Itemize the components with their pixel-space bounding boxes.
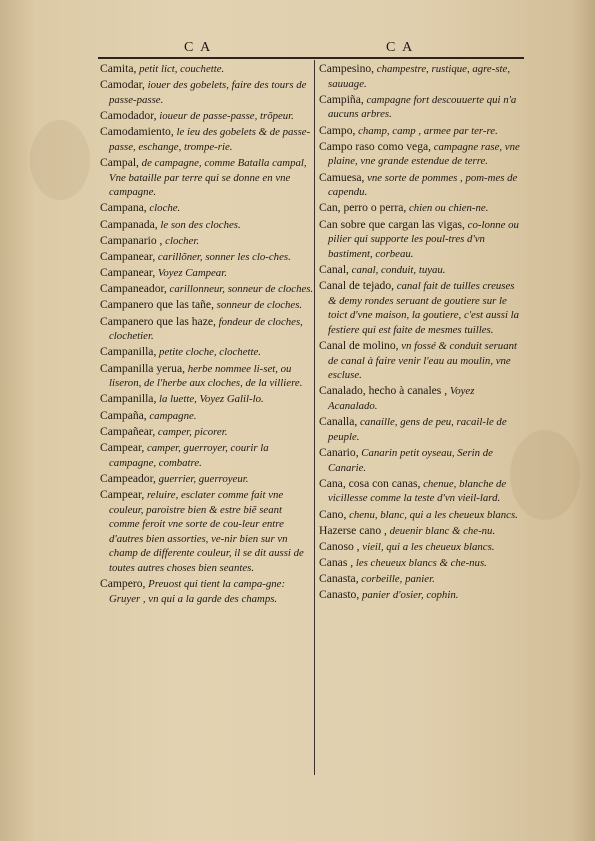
entry-definition: champ, camp , armee par ter-re. [355,124,498,137]
header-rule [98,57,524,59]
entry-headword: Campanear, [100,266,156,280]
dictionary-entry [319,62,524,91]
dictionary-entry [319,93,524,122]
entry-headword: Canasto, [319,588,360,602]
entry-headword: Canas , [319,556,354,570]
entry-definition: campagne fort descouuerte qui n'a aucuns arbres. [328,93,517,121]
entry-headword: Campero, [100,577,146,591]
entry-definition: canaille, gens de peu, racail-le de peuple. [328,416,507,443]
entry-headword: Campanilla yerua, [100,361,185,375]
entry-definition: la luette, Voyez Galil-lo. [156,393,264,406]
entry-definition: clocher. [162,234,200,247]
dictionary-entry [319,477,524,506]
dictionary-entry [100,125,315,154]
dictionary-entry [319,540,524,555]
entry-definition: deuenir blanc & che-nu. [386,524,496,537]
entry-headword: Canalla, [319,415,358,429]
entry-definition: camper, picorer. [155,425,228,438]
entry-headword: Campanilla, [100,392,157,406]
entry-headword: Camodador, [100,108,157,122]
dictionary-entry [100,218,315,233]
entry-headword: Campear, [100,487,145,501]
dictionary-entry [100,441,315,470]
entry-headword: Canasta, [319,572,359,586]
dictionary-entry [319,524,524,539]
dictionary-entry [100,234,315,249]
dictionary-entry [319,218,524,262]
entry-headword: Canal de molino, [319,339,399,353]
dictionary-entry [100,425,315,440]
dictionary-entry [319,201,524,216]
dictionary-entry [319,556,524,571]
entry-definition: vn fossé & conduit seruant de canal à faire venir l'eau au moulin, vne escluse. [328,340,518,382]
entry-definition: cloche. [146,202,181,215]
entry-definition: herbe nommee li-set, ou liseron, de l'herbe aux cloches, de la villiere. [109,362,303,390]
entry-definition: chien ou chien-ne. [406,202,489,215]
entry-definition: guerrier, guerroyeur. [155,472,249,485]
dictionary-entry [319,171,524,200]
entry-headword: Campaña, [100,408,147,422]
entry-headword: Campana, [100,201,147,215]
dictionary-entry [100,266,315,281]
entry-headword: Canario, [319,445,359,459]
entry-definition: sonneur de cloches. [213,299,303,312]
dictionary-entry [100,315,315,344]
entry-headword: Camodamiento, [100,125,174,139]
entry-definition: Voyez Campear. [155,267,227,280]
entry-definition: carillõner, sonner les clo-ches. [155,250,291,263]
dictionary-entry [319,572,524,587]
dictionary-entry [100,472,315,487]
entry-definition: de campagne, comme Batalla campal, Vne bataille par terre qui se donne en vne campagne. [109,156,307,199]
dictionary-entry [319,279,524,337]
dictionary-entry [319,588,524,603]
entry-headword: Campanero que las tañe, [100,298,214,312]
entry-headword: Camuesa, [319,170,365,184]
entry-headword: Campesino, [319,62,375,75]
dictionary-entry [319,339,524,383]
dictionary-entry [100,109,315,124]
entry-headword: Campo, [319,123,356,137]
dictionary-entry [100,282,315,297]
dictionary-entry [319,508,524,523]
entry-definition: canal fait de tuilles creuses & demy rondes seruant de goutiere sur le toict d'vne maison, la goutiere, c'est aussi la festiere qui est faite de mesmes tuilles. [328,280,520,336]
entry-definition: camper, guerroyer, courir la campagne, combatre. [109,441,269,469]
dictionary-entry [100,362,315,391]
dictionary-entry [319,140,524,169]
dictionary-entry [100,488,315,576]
dictionary-entry [100,201,315,216]
entry-headword: Canal de tejado, [319,279,395,293]
entry-definition: reluire, esclater comme fait vne couleur, paroistre bien & estre biẽ seant comme feroit vne sorte de cou-leur entre d'autres bien assorties, ve-nir bien sur vn champ de differente couleur, il se dit aussi de toutes autres choses bien seantes. [109,488,304,574]
dictionary-entry [100,250,315,265]
entry-headword: Hazerse cano , [319,523,387,537]
dictionary-entry [100,392,315,407]
paper-stain [30,120,90,200]
entry-definition: le ieu des gobelets & de passe-passe, eschange, trompe-rie. [109,126,311,153]
dictionary-entry [100,62,315,77]
entry-definition: ioueur de passe-passe, trõpeur. [156,109,294,122]
entry-definition: panier d'osier, cophin. [359,589,459,602]
dictionary-entry [100,345,315,360]
entry-headword: Campañear, [100,424,156,438]
entry-headword: Camodar, [100,78,145,92]
entry-definition: Preuost qui tient la campa-gne: Gruyer , vn qui a la garde des champs. [109,578,286,605]
entry-headword: Cano, [319,507,347,521]
entry-headword: Campear, [100,440,145,454]
entry-headword: Canal, [319,262,349,276]
dictionary-entry [100,156,315,200]
entry-definition: iouer des gobelets, faire des tours de passe-passe. [109,79,307,106]
entry-definition: canal, conduit, tuyau. [348,263,446,276]
entry-headword: Campeador, [100,471,156,485]
dictionary-entry [319,446,524,475]
dictionary-entry [100,409,315,424]
entry-definition: co-lonne ou pilier qui supporte les poul-tres d'vn bastiment, corbeau. [328,218,519,260]
right-column [319,62,524,782]
entry-definition: carillonneur, sonneur de cloches. [166,283,314,296]
entry-definition: vieil, qui a les cheueux blancs. [359,540,495,553]
entry-definition: les cheueux blancs & che-nus. [353,557,487,570]
entry-headword: Can sobre que cargan las vigas, [319,217,465,231]
running-header [100,40,520,64]
dictionary-entry [319,415,524,444]
entry-headword: Campanilla, [100,345,157,359]
dictionary-entry [100,78,315,107]
entry-headword: Campaneador, [100,282,167,296]
header-left: C A [184,40,213,55]
entry-definition: Canarin petit oyseau, Serin de Canarie. [328,446,493,474]
entry-definition: vne sorte de pommes , pom-mes de capendu. [328,171,518,199]
entry-headword: Campanada, [100,217,158,231]
entry-definition: Voyez Acanalado. [328,385,475,412]
entry-definition: chenu, blanc, qui a les cheueux blancs. [346,508,518,521]
entry-definition: champestre, rustique, agre-ste, sauuage. [328,63,511,90]
entry-headword: Canalado, hecho à canales , [319,384,448,398]
entry-headword: Campo raso como vega, [319,139,432,153]
header-right: C A [386,40,415,55]
entry-definition: corbeille, panier. [358,573,435,586]
dictionary-entry [319,384,524,413]
dictionary-entry [319,124,524,139]
entry-definition: petit lict, couchette. [136,63,225,75]
entry-headword: Campanero que las haze, [100,314,216,328]
entry-headword: Canoso , [319,539,360,553]
entry-headword: Camita, [100,62,137,75]
entry-definition: chenue, blanche de vicillesse comme la teste d'vn vieil-lard. [328,477,507,505]
dictionary-entry [100,298,315,313]
entry-headword: Campanario , [100,233,163,247]
entry-headword: Campiña, [319,92,364,106]
entry-definition: campagne rase, vne plaine, vne grande estendue de terre. [328,140,520,168]
entry-definition: fondeur de cloches, clochetier. [109,315,303,343]
entry-definition: petite cloche, clochette. [156,346,261,359]
entry-definition: le son des cloches. [157,218,241,231]
left-column [100,62,315,782]
dictionary-entry [319,263,524,278]
entry-headword: Can, perro o perra, [319,201,407,215]
entry-definition: campagne. [146,409,197,422]
dictionary-entry [100,577,315,606]
entry-headword: Campal, [100,155,139,169]
entry-headword: Cana, cosa con canas, [319,476,421,490]
entry-headword: Campanear, [100,249,156,263]
